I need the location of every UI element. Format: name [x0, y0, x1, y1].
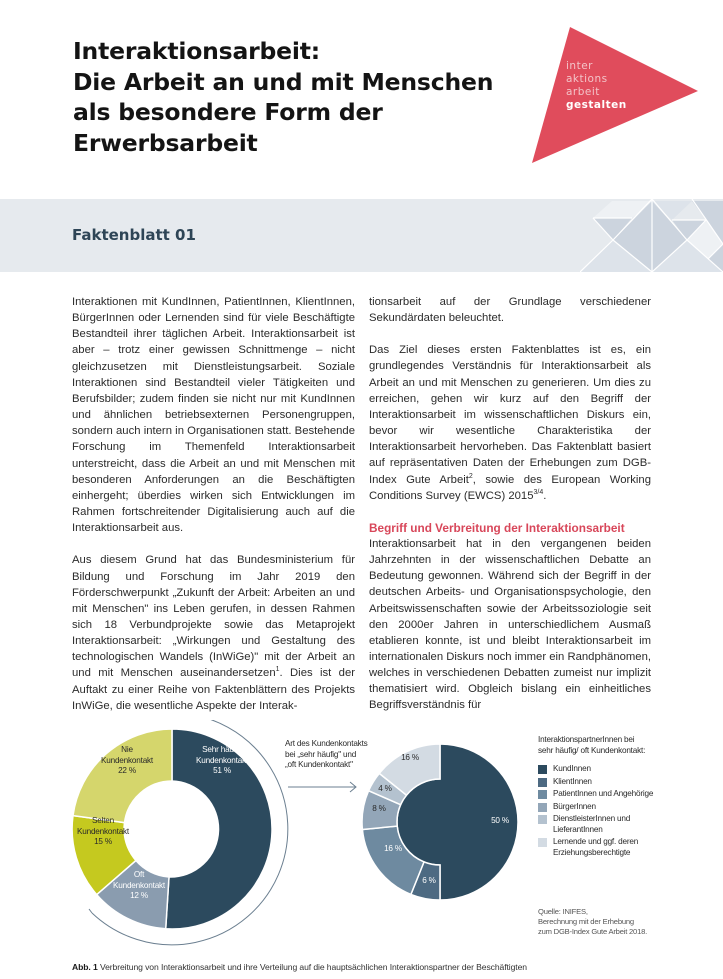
paragraph-text: Aus diesem Grund hat das Bundesministerium für Bildung und Forschung im Jahr 2019 den Förderschwerpunkt „Zukunft der Arbeit: Arbeiten an und mit Menschen" ins Leben gerufen, in dessen Rahmen sich 18 Verbundprojekte sowie das Metaprojekt Interaktionsarbeit: „Wirkungen und Gestaltung des technologischen Wandels (InWiGe)" mit der Arbeit an und mit Menschen auseinandersetzen	[72, 554, 355, 680]
legend-swatch-icon	[538, 803, 547, 812]
legend-title-line: sehr häufig/ oft Kundenkontakt:	[538, 745, 646, 755]
caption-text: Verbreitung von Interaktionsarbeit und ihre Verteilung auf die hauptsächlichen Interaktionspartner der Beschäftigten	[97, 962, 527, 972]
label-line: Sehr häufig	[202, 745, 242, 754]
paragraph-text: . Dies ist der Auftakt zu einer Reihe von Faktenblättern des Projekts InWiGe, die wesentliche Aspekte der Interak-	[72, 667, 355, 712]
title-line: Erwerbsarbeit	[73, 128, 258, 157]
slice-label-oft	[113, 870, 165, 902]
label-line: 51 %	[213, 766, 231, 775]
caption-label: Abb. 1	[72, 962, 98, 972]
slice-label-buergerinnen: 8 %	[372, 804, 386, 813]
title-line: Die Arbeit an und mit Menschen	[73, 67, 494, 96]
legend-swatch-icon	[538, 838, 547, 847]
legend-item	[538, 802, 708, 813]
label-line: Nie	[121, 745, 133, 754]
text-column-right	[369, 294, 651, 714]
factsheet-title: Faktenblatt 01	[72, 226, 196, 244]
label-line: Kundenkontakt	[76, 826, 130, 836]
legend-label: KundInnen	[553, 764, 591, 773]
legend-swatch-icon	[538, 815, 547, 824]
slice-label-nie	[101, 745, 153, 777]
label-line: Kundenkontakt	[112, 880, 166, 890]
legend-item	[538, 814, 708, 835]
legend-label: DienstleisterInnen und LieferantInnen	[553, 814, 631, 834]
slice-label-patientinnen: 16 %	[384, 844, 402, 853]
legend-title	[538, 735, 708, 756]
section-heading: Begriff und Verbreitung der Interaktionsarbeit	[369, 520, 625, 535]
legend-label: BürgerInnen	[553, 801, 596, 811]
label-line: 22 %	[118, 766, 136, 775]
slice-label-sehr-haeufig	[196, 745, 248, 777]
paragraph: tionsarbeit auf der Grundlage verschiedener Sekundärdaten beleuchtet.	[369, 296, 651, 325]
logo-line-bold: gestalten	[566, 99, 627, 111]
legend-label: KlientInnen	[553, 776, 592, 786]
note-line: Art des Kundenkontakts	[285, 739, 368, 748]
paragraph: Interaktionen mit KundInnen, PatientInnen, KlientInnen, BürgerInnen oder Lernenden sind für viele Beschäftigte Bestandteil ihrer täglichen Arbeit. Interaktionsarbeit ist aber – trotz einer gewissen Schnittmenge – nicht gleichzusetzen mit Dienstleistungsarbeit. Soziale Interaktionen sind Bestandteil vieler Tätigkeiten und Berufsbilder; zudem finden sie nicht nur mit KundInnen und ähnlichen betriebsexternen Personengruppen, sondern auch intern in Organisationen statt. Bestehende Forschung im Themenfeld Interaktionsarbeit unterstreicht, dass die Arbeit an und mit Menschen mit besonderen Anforderungen an die Beschäftigten einhergeht; überdies wirken sich Entwicklungen im Rahmen fortschreitender Digitalisierung auch auf die Interaktionsarbeit aus.	[72, 296, 355, 535]
paragraph	[72, 552, 355, 714]
logo-text	[566, 60, 627, 112]
logo-line: arbeit	[566, 86, 600, 98]
logo-line: aktions	[566, 73, 608, 85]
slice-label-klientinnen: 6 %	[422, 876, 436, 885]
slice-label-lernende: 16 %	[401, 753, 419, 762]
chart-legend	[538, 735, 708, 860]
legend-item	[538, 837, 708, 858]
legend-label: PatientInnen und Angehörige	[553, 789, 654, 798]
source-line: zum DGB-Index Gute Arbeit 2018.	[538, 926, 648, 936]
paragraph-text: Das Ziel dieses ersten Faktenblattes ist es, ein grundlegendes Verständnis für Interaktionsarbeit als Arbeit an und mit Menschen zu generieren. Um dies zu erreichen, gehen wir kurz auf den Begriff der Interaktionsarbeit im wissenschaftlichen Diskurs ein, bevor wir wesentliche Charakteristika der Interaktionsarbeit hervorheben. Das Faktenblatt basiert auf repräsentativen Daten der Erhebungen zum DGB-Index Gute Arbeit	[369, 344, 651, 486]
slice-label-kundinnen: 50 %	[491, 816, 509, 825]
paragraph: Interaktionsarbeit hat in den vergangenen beiden Jahrzehnten in der wissenschaftlichen Debatte an Bedeutung gewonnen. Während sich der Begriff in der deutschen Arbeits- und Organisationspsychologie, den Arbeitswissenschaften sowie der Arbeitssoziologie seit den 2000er Jahren in unterschiedlichem Ausmaß etablieren konnte, ist und bleibt Interaktionsarbeit im internationalen Diskurs noch immer ein Randphänomen, welches in verschiedenen Debatten zumeist nur implizit thematisiert wird. Obgleich bislang ein einheitliches Begriffsverständnis für	[369, 537, 651, 712]
slice-label-selten	[77, 816, 129, 848]
legend-item	[538, 764, 708, 775]
label-line: 12 %	[130, 891, 148, 900]
slice-label-dienstleisterinnen: 4 %	[378, 784, 392, 793]
text-column-left	[72, 294, 355, 714]
note-line: bei „sehr häufig" und	[285, 749, 357, 759]
footnote-ref: 2	[468, 472, 473, 480]
footnote-ref: 3/4	[533, 488, 544, 496]
label-line: Kundenkontakt	[195, 755, 249, 765]
title-line: als besondere Form der	[73, 98, 383, 126]
logo-line: inter	[566, 60, 593, 72]
page-title	[73, 36, 513, 158]
legend-item	[538, 789, 708, 800]
label-line: 15 %	[94, 837, 112, 846]
figure-caption	[72, 962, 527, 972]
source-line: Quelle: INIFES,	[538, 907, 588, 916]
source-line: Berechnung mit der Erhebung	[538, 916, 634, 926]
legend-title-line: InteraktionspartnerInnen bei	[538, 735, 635, 744]
title-line: Interaktionsarbeit:	[73, 37, 320, 65]
geometric-pattern-icon	[580, 199, 723, 272]
legend-swatch-icon	[538, 765, 547, 774]
figure	[0, 720, 723, 960]
label-line: Kundenkontakt	[100, 755, 154, 765]
legend-item	[538, 777, 708, 788]
paragraph-text: .	[543, 489, 547, 502]
legend-label: Lernende und ggf. deren Erziehungsberechtigte	[553, 837, 639, 857]
footnote-ref: 1	[275, 666, 280, 674]
legend-swatch-icon	[538, 778, 547, 787]
paragraph	[369, 342, 651, 504]
legend-swatch-icon	[538, 790, 547, 799]
note-line: „oft Kundenkontakt"	[285, 760, 353, 769]
label-line: Oft	[133, 870, 145, 879]
figure-note	[285, 739, 368, 771]
label-line: Selten	[91, 816, 114, 825]
figure-source	[538, 907, 647, 936]
paragraph-text: , sowie des European Working Conditions Survey (EWCS) 2015	[369, 473, 651, 502]
